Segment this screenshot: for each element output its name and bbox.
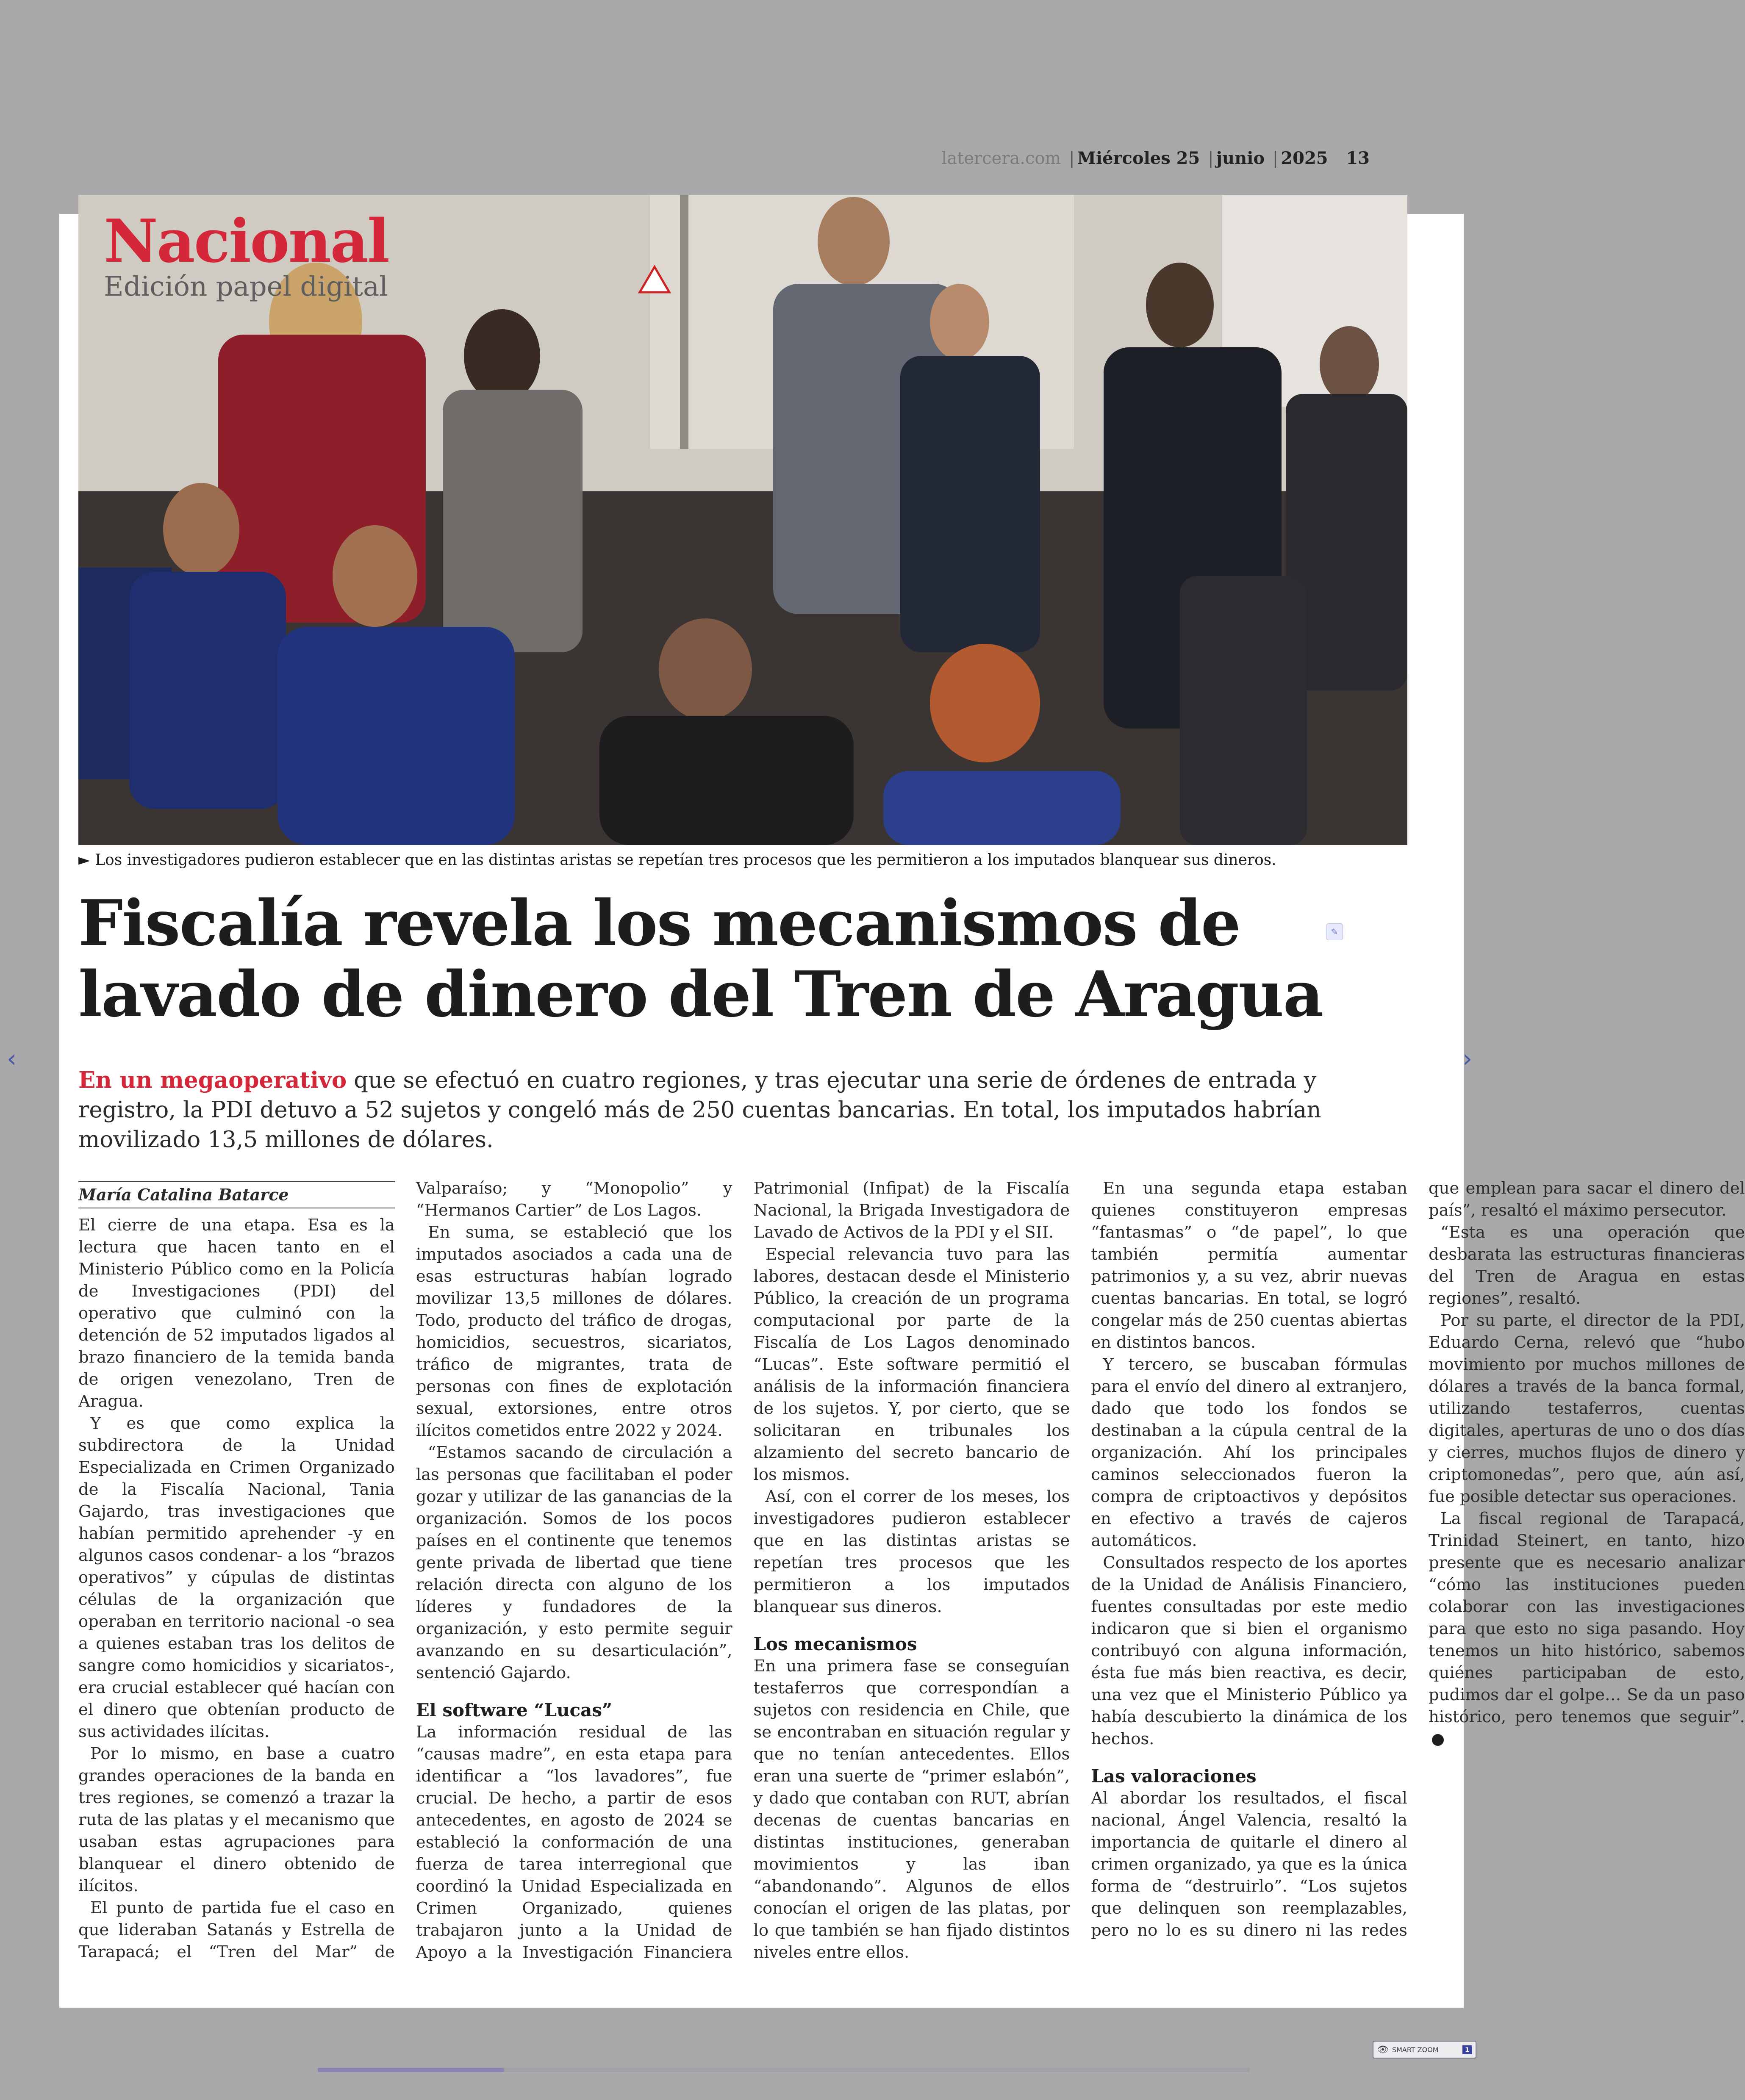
subheading-valoraciones: Las valoraciones [1091,1766,1257,1787]
previous-page-button[interactable] [7,1046,17,1071]
smart-zoom-control[interactable] [1373,2041,1476,2058]
paragraph: “Estamos sacando de circulación a las personas que facilitaban el poder gozar y utilizar de las ganancias de la organización. Somos de los pocos países en el continente que tenemos gente privada de libertad que tiene relación directa con alguno de los líderes y fundadores de la organización, y esto permite seguir avanzando en su desarticulación”, sentenció Gajardo. [416,1443,732,1682]
page-number: 13 [1346,148,1370,168]
paragraph: En suma, se estableció que los imputados asociados a cada una de esas estructuras habían logrado movilizar 13,5 millones de dólares. Todo, producto del tráfico de drogas, homicidios, secuestros, sicariatos, tráfico de migrantes, trata de personas con fines de explotación sexual, extorsiones, entre otros ilícitos cometidos entre 2022 y 2024. [416,1223,732,1440]
next-page-button[interactable] [1462,1046,1472,1071]
issue-year: 2025 [1281,148,1328,168]
page-header-meta: latercera.com | Miércoles 25 | junio | 2025 13 [941,148,1370,168]
paragraph: En una primera fase se conseguían testaferros que correspondían a sujetos con residencia en Chile, que se encontraban en situación regular y que no tenían antecedentes. Ellos eran una suerte de “primer eslabón”, y dado que contaban con RUT, abrían decenas de cuentas bancarias en distintas instituciones, generaban movimientos y las iban “abandonando”. Algunos de ellos conocían el origen de las platas, por lo que también se han fijado distintos niveles entre ellos. [753,1657,1070,1962]
paragraph: Y es que como explica la subdirectora de la Unidad Especializada en Crimen Organizado de la Fiscalía Nacional, Tania Gajardo, tras investigaciones que habían permitido aprehender -y en algunos casos condenar- a los “brazos operativos” y cúpulas de distintas células de la organización que operaban en territorio nacional -o sea a quienes estaban tras los delitos de sangre como homicidios y sicariatos-, era crucial establecer qué hacían con el dinero que obtenían producto de sus actividades ilícitas. [78,1414,395,1741]
paragraph: La información residual de las “causas madre”, en esta etapa para identificar a “los lavadores”, fue crucial. De hecho, a partir de esos antecedentes, en agosto de 2024 se estableció la conformación de una fuerza de tarea interregional que coordinó la Unidad Especializada en Crimen Organizado, quienes trabajaron junto a la Unidad de Apoyo a la Investigación Financiera Patrimonial (Infipat) de la Fiscalía Nacional, la Brigada Investigadora de Lavado de Activos de la PDI y el SII. [416,1179,1070,1962]
paragraph-text: La fiscal regional de Tarapacá, Trinidad Steinert, en tanto, hizo presente que es necesario analizar “cómo las instituciones pueden colaborar con las investigaciones para que esto no siga pasando. Hoy tenemos un hito histórico, sabemos quiénes participaban de esto, pudimos dar el golpe… Se da un paso histórico, pero tenemos que seguir”. [1429,1509,1745,1726]
paragraph: El cierre de una etapa. Esa es la lectura que hacen tanto en el Ministerio Público como en la Policía de Investigaciones (PDI) del operativo que culminó con la detención de 52 imputados ligados al brazo financiero de la temida banda de origen venezolano, Tren de Aragua. [78,1216,395,1411]
paragraph: Por su parte, el director de la PDI, Eduardo Cerna, relevó que “hubo movimiento por muchos millones de dólares a través de la banca formal, utilizando testaferros, cuentas digitales, aperturas de uno o dos días y cierres, muchos flujos de dinero y criptomonedas”, pero que, aún así, fue posible detectar sus operaciones. [1429,1311,1745,1506]
paragraph: Así, con el correr de los meses, los investigadores pudieron establecer que en las distintas aristas se repetían tres procesos que les permitieron a los imputados blanquear sus dineros. [753,1487,1070,1616]
section-title: Nacional [104,207,389,276]
article-headline [78,887,1349,1030]
paragraph: En una segunda etapa estaban quienes constituyeron empresas “fantasmas” o “de papel”, lo que también permitía aumentar patrimonios y, a su vez, abrir nuevas cuentas bancarias. En total, se logró congelar más de 250 cuentas abiertas en distintos bancos. [1091,1179,1407,1352]
chevron-right-icon: › [1462,1044,1473,1073]
chevron-left-icon: ‹ [7,1044,17,1073]
paragraph: Especial relevancia tuvo para las labores, destacan desde el Ministerio Público, la creación de un programa computacional por parte de la Fiscalía de Los Lagos denominado “Lucas”. Este software permitió el análisis de la información financiera de los sujetos. Y, por cierto, que se solicitaran en tribunales los alzamiento del secreto bancario de los mismos. [753,1245,1070,1484]
smart-zoom-value: 1 [1462,2045,1472,2054]
paragraph: El punto de partida fue el caso en que lideraban Satanás y Estrella de Tarapacá; el “Tren del Mar” de Valparaíso; y “Monopolio” y “Hermanos Cartier” de Los Lagos. [78,1179,732,1961]
page-scrollbar-thumb[interactable] [318,2068,504,2072]
paragraph: Al abordar los resultados, el fiscal nacional, Ángel Valencia, resaltó la importancia de quitarle el dinero al crimen organizado, ya que es la única forma de “destruirlo”. “Los sujetos que delinquen son reemplazables, pero no lo es su dinero ni las redes que emplean para sacar el dinero del país”, resaltó el máximo persecutor. [1091,1179,1745,1940]
lead-photo[interactable] [78,195,1407,845]
issue-month: junio [1216,148,1265,168]
newspaper-page [59,207,1745,2008]
article-deck [78,1065,1417,1155]
deck-lead: En un megaoperativo [78,1067,347,1093]
byline: María Catalina Batarce [78,1181,395,1208]
issue-day: Miércoles 25 [1077,148,1200,168]
paragraph: “Esta es una operación que desbarata las estructuras financieras del Tren de Aragua en estas regiones”, resaltó. [1429,1223,1745,1308]
paragraph: Consultados respecto de los aportes de la Unidad de Análisis Financiero, fuentes consultadas por este medio indicaron que si bien el organismo contribuyó con alguna información, ésta fue más bien reactiva, es decir, una vez que el Ministerio Público ya había descubierto la dinámica de los hechos. [1091,1553,1407,1748]
paragraph-last [1429,1508,1745,1750]
note-icon[interactable]: ✎ [1326,923,1343,940]
end-of-article-icon [1432,1734,1444,1746]
site-name: latercera.com [941,149,1061,168]
article-body [78,1177,1745,1974]
subheading-software: El software “Lucas” [416,1700,613,1720]
edition-subtitle: Edición papel digital [104,271,388,302]
photo-caption: ► Los investigadores pudieron establecer que en las distintas aristas se repetían tres procesos que les permitieron a los imputados blanquear sus dineros. [78,851,1276,869]
smart-zoom-label: SMART ZOOM [1392,2045,1439,2054]
headline-line-2: lavado de dinero del Tren de Aragua [78,957,1323,1031]
deck-text: que se efectuó en cuatro regiones, y tras ejecutar una serie de órdenes de entrada y registro, la PDI detuvo a 52 sujetos y congeló más de 250 cuentas bancarias. En total, los imputados habrían movilizado 13,5 millones de dólares. [78,1067,1321,1153]
eye-icon: 👁 [1377,2044,1389,2055]
subheading-mecanismos: Los mecanismos [753,1634,917,1654]
headline-line-1: Fiscalía revela los mecanismos de [78,886,1240,960]
paragraph: Y tercero, se buscaban fórmulas para el envío del dinero al extranjero, dado que todo los fondos se destinaban a la cúpula central de la organización. Ahí los principales caminos seleccionados fueron la compra de criptoactivos y depósitos en efectivo a través de cajeros automáticos. [1091,1355,1407,1550]
paragraph: Por lo mismo, en base a cuatro grandes operaciones de la banda en tres regiones, se comenzó a trazar la ruta de las platas y el mecanismo que usaban estas agrupaciones para blanquear el dinero obtenido de ilícitos. [78,1744,395,1895]
